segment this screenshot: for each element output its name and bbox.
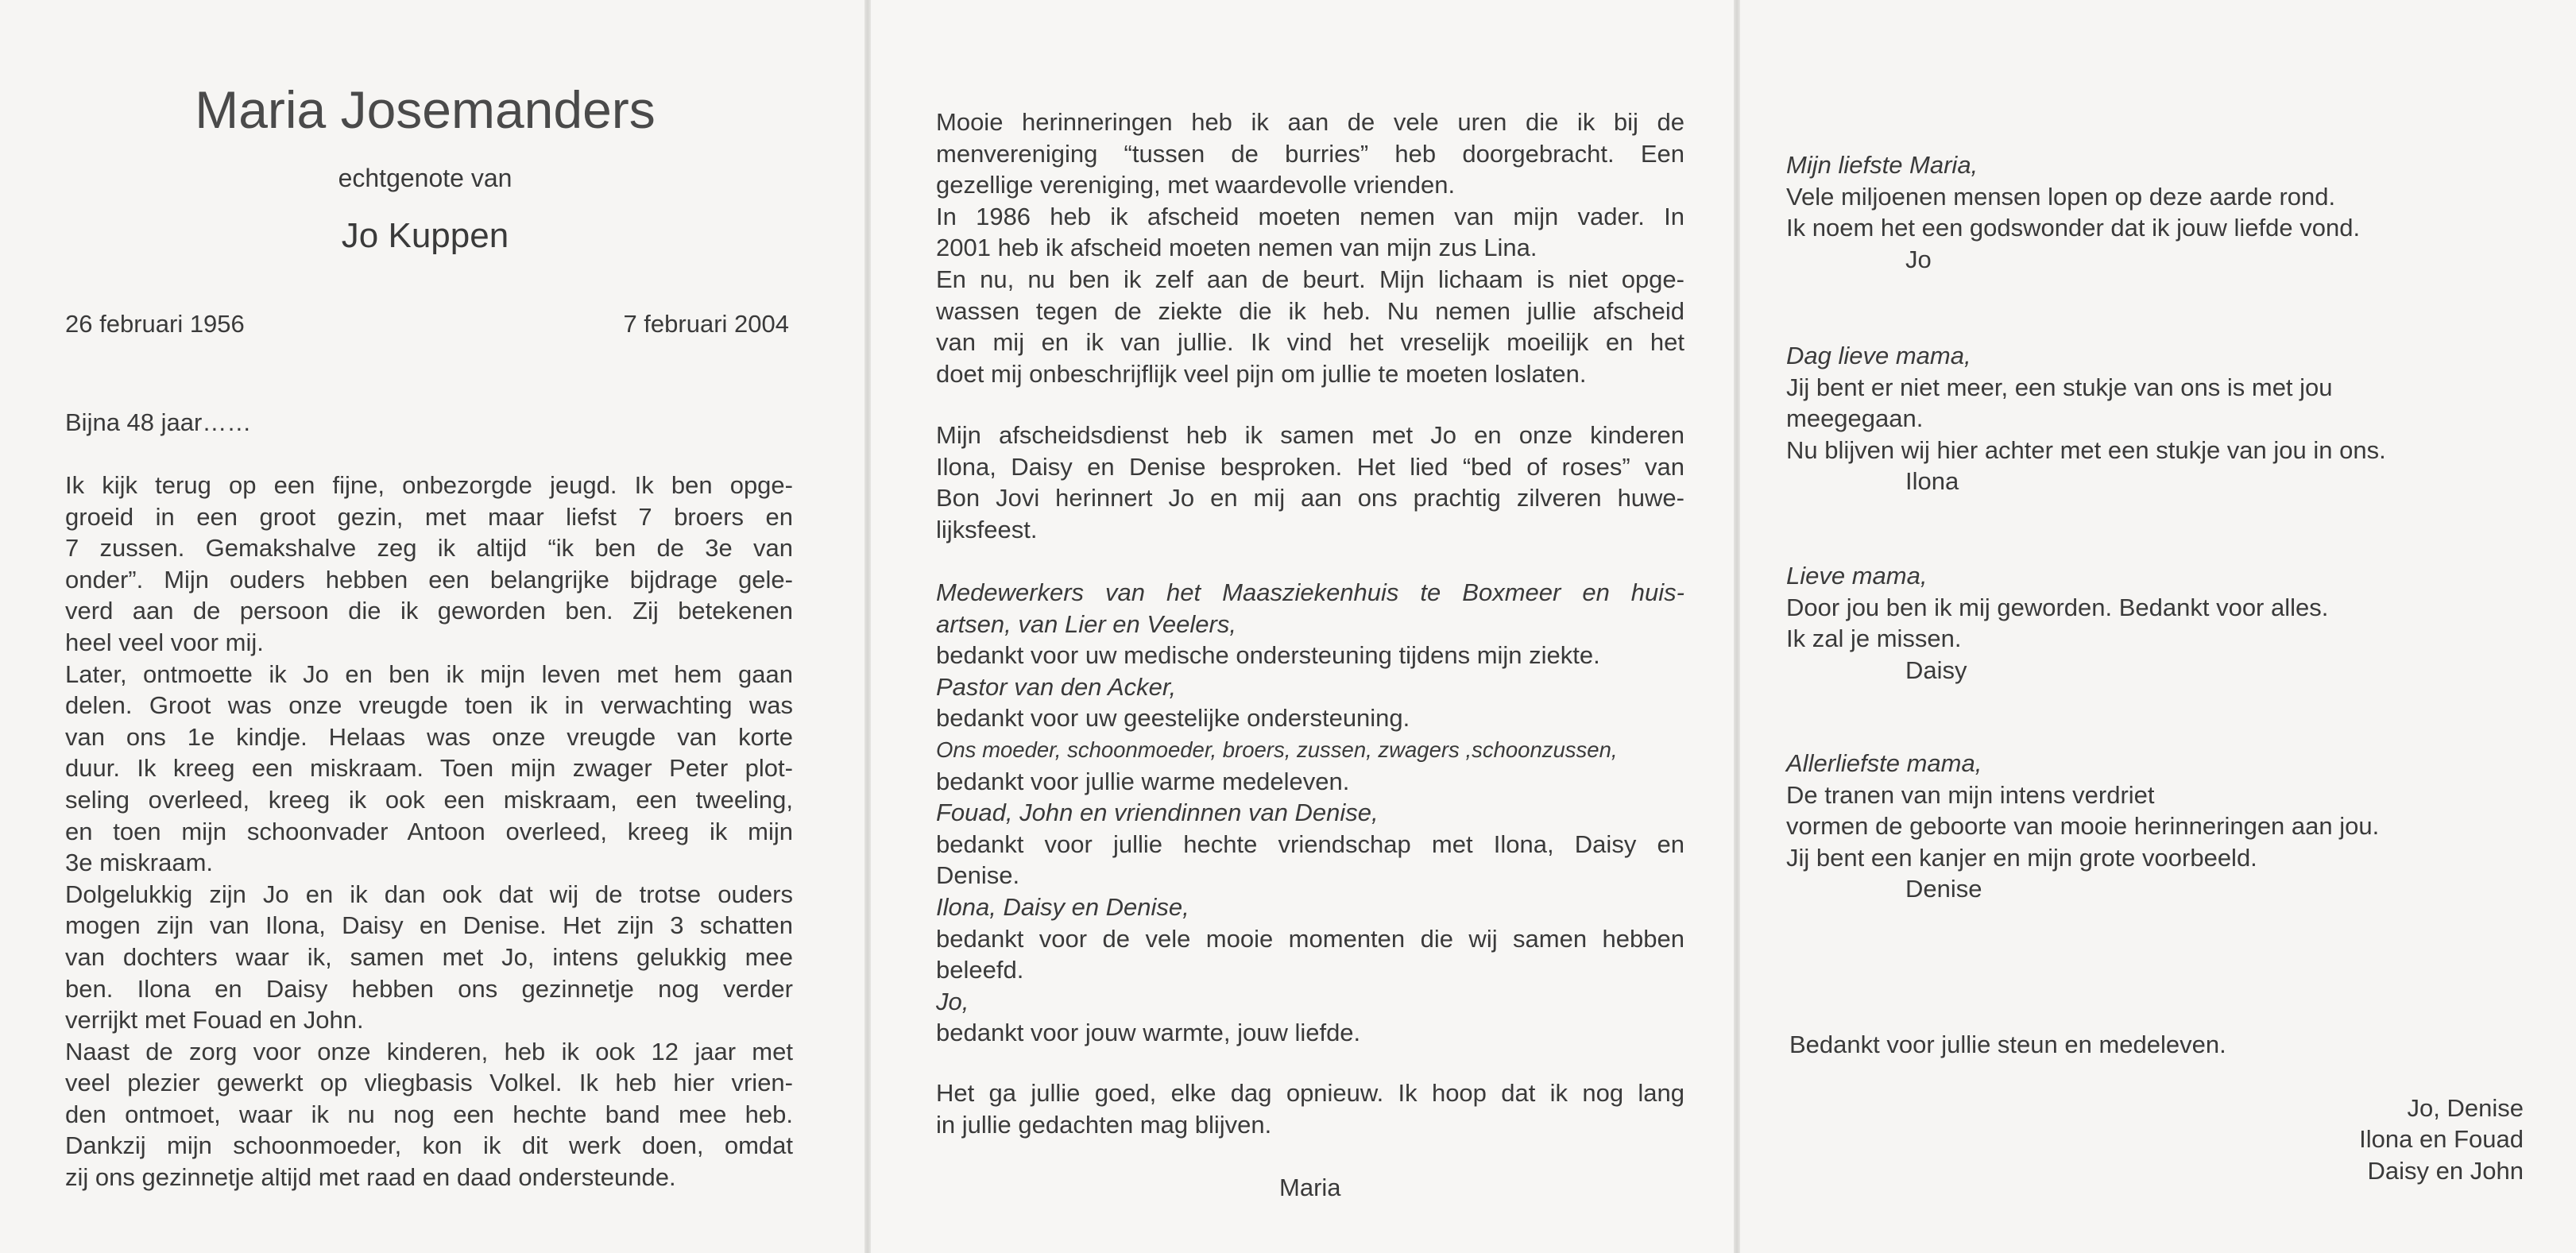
death-date: 7 februari 2004 (623, 310, 789, 338)
poem-signer: Denise (1905, 875, 1982, 903)
text-line: Medewerkers van het Maasziekenhuis te Boxmeer en huis- (936, 578, 1684, 606)
text-line: bedankt voor uw geestelijke ondersteuning. (936, 704, 1410, 733)
text-line: zij ons gezinnetje altijd met raad en daad ondersteunde. (65, 1163, 676, 1192)
text-line: delen. Groot was onze vreugde toen ik in verwachting was (65, 691, 793, 720)
text-line: groeid in een groot gezin, met maar liefst 7 broers en (65, 502, 793, 531)
poem-line: Nu blijven wij hier achter met een stukje van jou in ons. (1786, 435, 2386, 464)
deceased-name: Maria Josemanders (195, 80, 656, 139)
family-signoff-2: Ilona en Fouad (2359, 1125, 2524, 1153)
text-line: Jo, (936, 987, 969, 1015)
text-line: ben. Ilona en Daisy hebben ons gezinnetje nog verder (65, 974, 793, 1003)
text-line: bedankt voor jullie hechte vriendschap met Ilona, Daisy en (936, 830, 1684, 858)
text-line: veel plezier gewerkt op vliegbasis Volkel. Ik heb hier vrien- (65, 1069, 793, 1097)
text-line: heel veel voor mij. (65, 628, 264, 656)
text-line: den ontmoet, waar ik nu nog een hechte band mee heb. (65, 1100, 793, 1128)
poem-block (1786, 560, 2328, 686)
poem-block (1786, 149, 2360, 275)
intro-line: Bijna 48 jaar…… (65, 408, 252, 436)
poem-signer: Daisy (1905, 656, 1967, 684)
text-line: verrijkt met Fouad en John. (65, 1006, 364, 1034)
text-line: 2001 heb ik afscheid moeten nemen van mijn zus Lina. (936, 234, 1537, 262)
text-line: Ik kijk terug op een fijne, onbezorgde jeugd. Ik ben opge- (65, 471, 793, 499)
text-line: Mooie herinneringen heb ik aan de vele uren die ik bij de (936, 108, 1684, 136)
text-line: Dolgelukkig zijn Jo en ik dan ook dat wij de trotse ouders (65, 880, 793, 908)
poem-line: Door jou ben ik mij geworden. Bedankt voor alles. (1786, 593, 2329, 621)
spouse-label: echtgenote van (338, 164, 512, 192)
text-line: In 1986 heb ik afscheid moeten nemen van mijn vader. In (936, 202, 1684, 230)
poem-line: Ik zal je missen. (1786, 625, 1962, 653)
poem-line: Vele miljoenen mensen lopen op deze aarde rond. (1786, 182, 2336, 211)
text-line: bedankt voor jullie warme medeleven. (936, 767, 1350, 795)
poem-block (1786, 340, 2386, 497)
text-line: bedankt voor de vele mooie momenten die wij samen hebben (936, 924, 1684, 953)
text-line: Mijn afscheidsdienst heb ik samen met Jo en onze kinderen (936, 421, 1684, 449)
text-line: En nu, nu ben ik zelf aan de beurt. Mijn lichaam is niet opge- (936, 265, 1684, 293)
text-line: doet mij onbeschrijflijk veel pijn om jullie te moeten loslaten. (936, 359, 1587, 388)
text-line: artsen, van Lier en Veelers, (936, 609, 1236, 638)
poem-line: Ik noem het een godswonder dat ik jouw liefde vond. (1786, 214, 2361, 242)
card-fold-right (1734, 0, 1740, 1253)
poem-signer: Ilona (1905, 467, 1959, 496)
poem-heading: Allerliefste mama, (1786, 749, 1982, 777)
text-line: Ilona, Daisy en Denise besproken. Het lied “bed of roses” van (936, 452, 1684, 481)
text-line: 7 zussen. Gemakshalve zeg ik altijd “ik ben de 3e van (65, 534, 793, 563)
text-line: van mij en ik van jullie. Ik vind het vreselijk moeilijk en het (936, 328, 1684, 357)
text-line: duur. Ik kreeg een miskraam. Toen mijn zwager Peter plot- (65, 754, 793, 783)
text-line: menvereniging “tussen de burries” heb doorgebracht. Een (936, 139, 1684, 168)
spouse-name: Jo Kuppen (341, 216, 509, 255)
text-line: Fouad, John en vriendinnen van Denise, (936, 799, 1379, 827)
text-line: Bon Jovi herinnert Jo en mij aan ons prachtig zilveren huwe- (936, 484, 1684, 512)
card-fold-left (864, 0, 871, 1253)
farewell-paragraph (936, 1077, 1684, 1140)
poem-block (1786, 748, 2379, 905)
poem-heading: Lieve mama, (1786, 562, 1928, 590)
poem-line: Jij bent een kanjer en mijn grote voorbeeld. (1786, 843, 2257, 872)
poem-line: De tranen van mijn intens verdriet (1786, 780, 2155, 809)
text-line: Het ga jullie goed, elke dag opnieuw. Ik hoop dat ik nog lang (936, 1079, 1684, 1107)
poem-signer: Jo (1905, 245, 1932, 273)
text-line: 3e miskraam. (65, 849, 214, 877)
text-line: mogen zijn van Ilona, Daisy en Denise. Het zijn 3 schatten (65, 911, 793, 940)
life-story-paragraph (65, 470, 793, 1193)
text-line: Later, ontmoette ik Jo en ben ik mijn leven met hem gaan (65, 659, 793, 688)
poem-line: meegegaan. (1786, 404, 1924, 433)
text-line: Naast de zorg voor onze kinderen, heb ik ook 12 jaar met (65, 1037, 793, 1065)
text-line: van ons 1e kindje. Helaas was onze vreugde van korte (65, 722, 793, 751)
family-signoff-3: Daisy en John (2367, 1157, 2524, 1185)
text-line: en toen mijn schoonvader Antoon overleed, kreeg ik mijn (65, 817, 793, 845)
family-signoff-1: Jo, Denise (2407, 1094, 2524, 1122)
text-line: Ilona, Daisy en Denise, (936, 892, 1189, 921)
funeral-paragraph (936, 420, 1684, 545)
text-line: Denise. (936, 861, 1020, 890)
text-line: Dankzij mijn schoonmoeder, kon ik dit werk doen, omdat (65, 1131, 793, 1160)
text-line: lijksfeest. (936, 515, 1038, 543)
poem-line: Jij bent er niet meer, een stukje van ons is met jou (1786, 373, 2333, 401)
poem-heading: Mijn liefste Maria, (1786, 151, 1978, 179)
poem-heading: Dag lieve mama, (1786, 342, 1971, 369)
birth-date: 26 februari 1956 (65, 310, 245, 338)
text-line: bedankt voor jouw warmte, jouw liefde. (936, 1019, 1361, 1047)
text-line: in jullie gedachten mag blijven. (936, 1110, 1272, 1139)
text-line: onder”. Mijn ouders hebben een belangrijke bijdrage gele- (65, 565, 793, 594)
text-line: Ons moeder, schoonmoeder, broers, zussen, zwagers ,schoonzussen, (936, 737, 1618, 762)
text-line: Pastor van den Acker, (936, 672, 1177, 701)
text-line: van dochters waar ik, samen met Jo, intens gelukkig mee (65, 942, 793, 971)
text-line: wassen tegen de ziekte die ik heb. Nu nemen jullie afscheid (936, 296, 1684, 325)
text-line: beleefd. (936, 956, 1024, 984)
text-line: bedankt voor uw medische ondersteuning tijdens mijn ziekte. (936, 641, 1600, 670)
thanks-line: Bedankt voor jullie steun en medeleven. (1789, 1031, 2226, 1058)
thanks-paragraph (936, 577, 1684, 1049)
memories-paragraph (936, 106, 1684, 389)
signature: Maria (1279, 1174, 1341, 1201)
text-line: seling overleed, kreeg ik ook een miskraam, een tweeling, (65, 785, 793, 814)
poem-line: vormen de geboorte van mooie herinneringen aan jou. (1786, 812, 2380, 841)
text-line: gezellige vereniging, met waardevolle vrienden. (936, 171, 1456, 199)
text-line: verd aan de persoon die ik geworden ben. Zij betekenen (65, 597, 793, 625)
